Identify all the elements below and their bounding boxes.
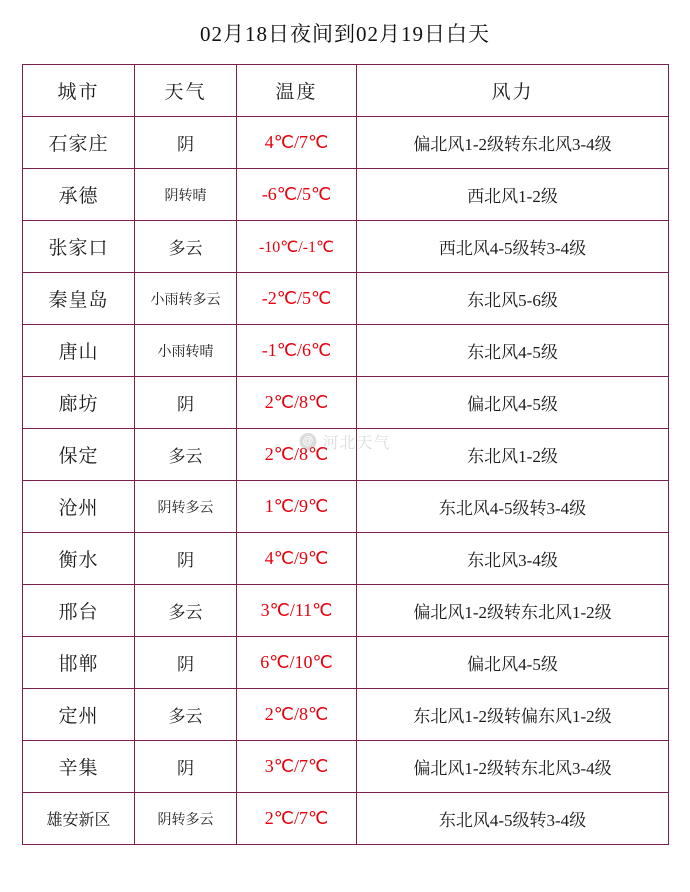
cell-weather: 多云 <box>135 429 237 481</box>
cell-city: 张家口 <box>23 221 135 273</box>
table-row <box>23 325 669 377</box>
cell-temperature: 3℃/7℃ <box>237 741 357 793</box>
cell-city: 衡水 <box>23 533 135 585</box>
forecast-table <box>22 64 669 845</box>
cell-temperature: -2℃/5℃ <box>237 273 357 325</box>
column-header-wind: 风力 <box>357 65 669 117</box>
table-row <box>23 481 669 533</box>
cell-wind: 偏北风1-2级转东北风3-4级 <box>357 117 669 169</box>
weibo-logo-icon: @ <box>299 433 316 450</box>
column-header-temperature: 温度 <box>237 65 357 117</box>
page-title: 02月18日夜间到02月19日白天 <box>200 22 490 46</box>
cell-temperature: 2℃/8℃ <box>237 429 357 481</box>
cell-temperature: 6℃/10℃ <box>237 637 357 689</box>
cell-wind: 偏北风1-2级转东北风3-4级 <box>357 741 669 793</box>
cell-weather: 小雨转多云 <box>135 273 237 325</box>
cell-temperature: 2℃/7℃ <box>237 793 357 845</box>
forecast-table-container <box>0 64 690 845</box>
cell-wind: 东北风4-5级 <box>357 325 669 377</box>
cell-wind: 偏北风4-5级 <box>357 637 669 689</box>
cell-wind: 东北风4-5级转3-4级 <box>357 793 669 845</box>
cell-weather: 阴转晴 <box>135 169 237 221</box>
watermark-label: 河北天气 <box>322 435 391 452</box>
cell-city: 秦皇岛 <box>23 273 135 325</box>
cell-wind: 偏北风1-2级转东北风1-2级 <box>357 585 669 637</box>
cell-weather: 阴转多云 <box>135 481 237 533</box>
cell-city: 承德 <box>23 169 135 221</box>
table-body <box>23 117 669 845</box>
cell-wind: 东北风1-2级转偏东风1-2级 <box>357 689 669 741</box>
cell-weather: 阴 <box>135 117 237 169</box>
cell-city: 沧州 <box>23 481 135 533</box>
cell-wind: 东北风3-4级 <box>357 533 669 585</box>
table-row <box>23 585 669 637</box>
table-row <box>23 169 669 221</box>
cell-city: 唐山 <box>23 325 135 377</box>
table-row <box>23 741 669 793</box>
cell-wind: 东北风4-5级转3-4级 <box>357 481 669 533</box>
cell-city: 廊坊 <box>23 377 135 429</box>
column-header-weather: 天气 <box>135 65 237 117</box>
cell-city: 邯郸 <box>23 637 135 689</box>
cell-temperature: 1℃/9℃ <box>237 481 357 533</box>
cell-weather: 阴 <box>135 377 237 429</box>
cell-temperature: 2℃/8℃ <box>237 689 357 741</box>
table-row <box>23 793 669 845</box>
cell-weather: 阴转多云 <box>135 793 237 845</box>
cell-weather: 多云 <box>135 585 237 637</box>
table-row <box>23 429 669 481</box>
cell-wind: 西北风4-5级转3-4级 <box>357 221 669 273</box>
table-row <box>23 273 669 325</box>
cell-weather: 阴 <box>135 533 237 585</box>
table-row <box>23 117 669 169</box>
cell-weather: 多云 <box>135 689 237 741</box>
cell-city: 石家庄 <box>23 117 135 169</box>
cell-city: 雄安新区 <box>23 793 135 845</box>
cell-temperature: -6℃/5℃ <box>237 169 357 221</box>
table-header <box>23 65 669 117</box>
cell-wind: 东北风5-6级 <box>357 273 669 325</box>
cell-weather: 阴 <box>135 741 237 793</box>
cell-city: 辛集 <box>23 741 135 793</box>
cell-temperature: 2℃/8℃ <box>237 377 357 429</box>
table-row <box>23 221 669 273</box>
cell-temperature: -1℃/6℃ <box>237 325 357 377</box>
cell-weather: 小雨转晴 <box>135 325 237 377</box>
cell-temperature: -10℃/-1℃ <box>237 221 357 273</box>
cell-weather: 多云 <box>135 221 237 273</box>
table-row <box>23 533 669 585</box>
column-header-city: 城市 <box>23 65 135 117</box>
table-row <box>23 689 669 741</box>
cell-temperature: 4℃/7℃ <box>237 117 357 169</box>
cell-wind: 东北风1-2级 <box>357 429 669 481</box>
cell-weather: 阴 <box>135 637 237 689</box>
cell-wind: 偏北风4-5级 <box>357 377 669 429</box>
cell-wind: 西北风1-2级 <box>357 169 669 221</box>
table-header-row <box>23 65 669 117</box>
cell-city: 保定 <box>23 429 135 481</box>
cell-city: 邢台 <box>23 585 135 637</box>
cell-temperature: 4℃/9℃ <box>237 533 357 585</box>
table-row <box>23 377 669 429</box>
table-row <box>23 637 669 689</box>
cell-temperature: 3℃/11℃ <box>237 585 357 637</box>
cell-city: 定州 <box>23 689 135 741</box>
